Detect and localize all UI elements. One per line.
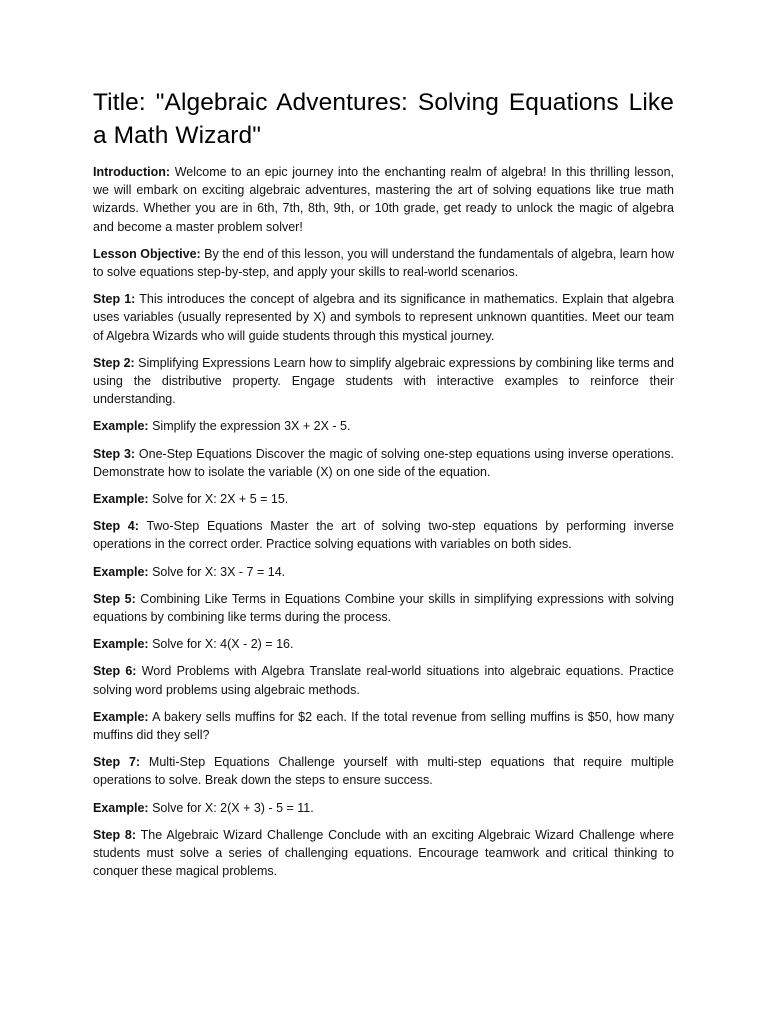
paragraph-text: Word Problems with Algebra Translate real-world situations into algebraic equations. Practice solving word problems using algebraic methods. — [93, 664, 674, 697]
paragraph-text: One-Step Equations Discover the magic of solving one-step equations using inverse operations. Demonstrate how to isolate the variable (X) on one side of the equation. — [93, 446, 674, 479]
paragraph-label: Example: — [93, 564, 149, 579]
paragraph-label: Step 1: — [93, 292, 136, 307]
paragraph-step-8 — [93, 826, 674, 881]
paragraph-label: Lesson Objective: — [93, 246, 201, 261]
paragraph-text: Combining Like Terms in Equations Combine your skills in simplifying expressions with solving equations by combining like terms during the process. — [93, 591, 674, 625]
paragraph-example-step-7 — [93, 799, 674, 817]
paragraph-text: Two-Step Equations Master the art of solving two-step equations by performing inverse operations in the correct order. Practice solving equations with variables on both sides. — [93, 519, 674, 552]
paragraph-introduction — [93, 163, 674, 236]
paragraph-text: Solve for X: 2(X + 3) - 5 = 11. — [152, 800, 314, 815]
paragraph-label: Example: — [93, 800, 149, 815]
paragraph-label: Example: — [93, 637, 149, 652]
paragraph-text: This introduces the concept of algebra and its significance in mathematics. Explain that algebra uses variables (usually represented by X) and symbols to represent unknown quantities. Meet our team of Algebra Wizards who will guide students through this mystical journey. — [93, 292, 674, 343]
paragraph-step-3 — [93, 445, 674, 481]
paragraph-text: Welcome to an epic journey into the enchanting realm of algebra! In this thrilling lesson, we will embark on exciting algebraic adventures, mastering the art of solving equations like true math wizards. Whether you are in 6th, 7th, 8th, 9th, or 10th grade, get ready to unlock the magic of algebra and become a master problem solver! — [93, 165, 675, 234]
paragraph-text: Simplify the expression 3X + 2X - 5. — [152, 419, 351, 434]
paragraph-lesson-objective — [93, 245, 674, 281]
paragraph-label: Step 3: — [93, 446, 136, 461]
paragraph-label: Example: — [93, 419, 149, 434]
paragraph-label: Step 4: — [93, 519, 139, 534]
paragraph-example-step-3 — [93, 490, 674, 508]
paragraph-step-1 — [93, 290, 674, 345]
paragraph-text: Solve for X: 3X - 7 = 14. — [152, 564, 286, 579]
paragraph-label: Example: — [93, 492, 149, 507]
paragraph-text: By the end of this lesson, you will understand the fundamentals of algebra, learn how to solve equations step-by-step, and apply your skills to real-world scenarios. — [93, 246, 674, 280]
paragraph-step-2 — [93, 354, 674, 409]
paragraph-label: Step 6: — [93, 664, 137, 679]
paragraph-label: Step 7: — [93, 755, 141, 770]
paragraph-example-step-6 — [93, 708, 674, 744]
paragraph-label: Step 2: — [93, 355, 135, 370]
paragraph-step-4 — [93, 517, 674, 553]
paragraph-example-step-4 — [93, 563, 674, 581]
document-page — [93, 86, 674, 890]
paragraph-example-step-2 — [93, 417, 674, 435]
paragraph-text: Solve for X: 4(X - 2) = 16. — [152, 637, 294, 652]
paragraph-text: A bakery sells muffins for $2 each. If the total revenue from selling muffins is $50, how many muffins did they sell? — [93, 709, 674, 743]
paragraph-text: Simplifying Expressions Learn how to simplify algebraic expressions by combining like terms and using the distributive property. Engage students with interactive examples to reinforce their understanding. — [93, 355, 674, 407]
paragraph-text: Multi-Step Equations Challenge yourself with multi-step equations that require multiple operations to solve. Break down the steps to ensure success. — [93, 755, 674, 788]
paragraph-label: Example: — [93, 709, 149, 724]
paragraph-step-5 — [93, 590, 674, 626]
paragraph-text: Solve for X: 2X + 5 = 15. — [152, 492, 289, 507]
document-title: Title: "Algebraic Adventures: Solving Equations Like a Math Wizard" — [93, 89, 674, 149]
paragraph-label: Introduction: — [93, 165, 171, 179]
paragraph-label: Step 8: — [93, 827, 137, 842]
paragraph-example-step-5 — [93, 635, 674, 653]
paragraph-text: The Algebraic Wizard Challenge Conclude with an exciting Algebraic Wizard Challenge where students must solve a series of challenging equations. Encourage teamwork and critical thinking to conquer these magical problems. — [93, 827, 674, 879]
paragraph-label: Step 5: — [93, 591, 136, 606]
paragraph-step-6 — [93, 662, 674, 698]
paragraph-step-7 — [93, 753, 674, 789]
